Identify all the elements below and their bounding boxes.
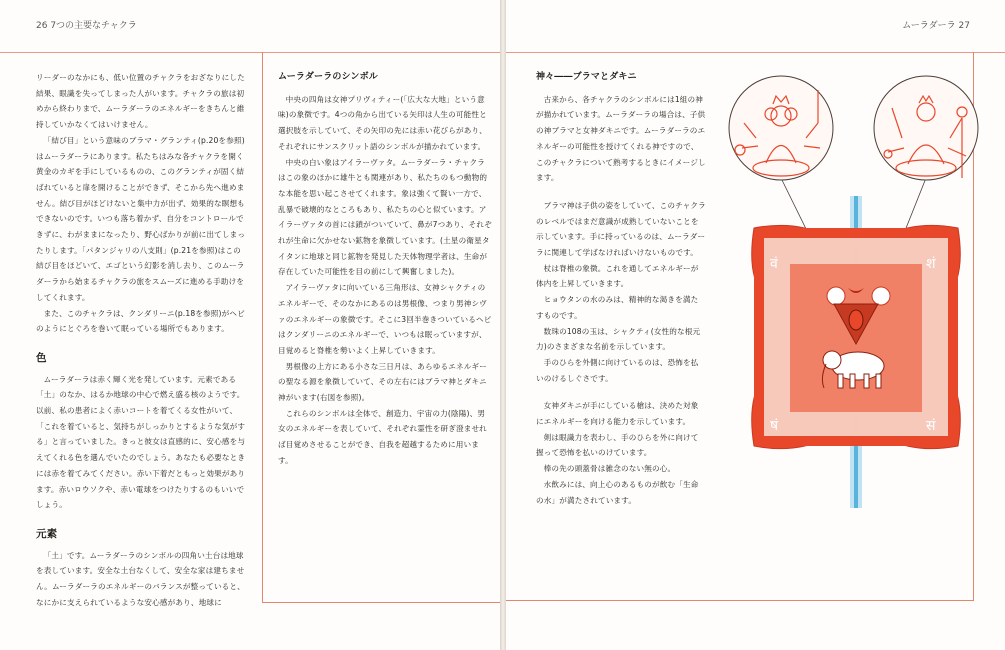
- symbol-paragraph-2: 中央の白い象はアイラーヴァタ。ムーラダーラ・チャクラはこの象のほかに雄牛とも関連があり、私たちのもつ動物的な本能を思い起こさせてくれます。象は強くて賢い一方で、乱暴で破壊的なところもあり、私たちの心と似ています。アイラーヴァタの首には鎖がついていて、鼻が7つあり、それぞれが生命に欠かせない鉱物を象徴しています。(土星の衛星タイタンに地球と同じ鉱物を発見した天体物理学者は、生命が存在していた可能性を目の前にして興奮しました)。: [278, 157, 492, 277]
- symbol-column: [278, 70, 492, 469]
- color-paragraph: ムーラダーラは赤く輝く光を発しています。元素である「土」のなか、はるか地球の中心で燃え盛る核のようです。以前、私の患者によく赤いコートを着てくる女性がいて、「これを着ていると、気持ちがしっかりとするような気がする」と言っていました。きっと彼女は直感的に、安心感を与えてくれる色を選んでいたのでしょう。あなたも必要なときには赤を着てみてください。赤い下着だともっと効果があります。赤いロウソクや、赤い電球をつけたりするのもいいでしょう。: [36, 374, 246, 510]
- dakini-paragraph-2: 剣は眼識力を表わし、手のひらを外に向けて握って恐怖を払いのけています。: [536, 432, 699, 458]
- intro-paragraph-3: また、このチャクラは、クンダリーニ(p.18を参照)がヘビのようにとぐろを巻いて眠っている場所でもあります。: [36, 308, 245, 334]
- dakini-medallion: [874, 76, 978, 180]
- brahma-paragraph-1: ブラマ神は子供の姿をしていて、このチャクラのレベルではまだ意識が成熟していないことを示しています。手に持っているのは、ムーラダーラに関連して学ばなければいけないものです。: [536, 200, 706, 258]
- right-page: [506, 0, 1005, 650]
- element-heading: 元素: [36, 527, 58, 540]
- petal-glyph-top-left: वं: [770, 256, 778, 272]
- intro-paragraph-2: 「結び目」という意味のブラマ・グランティ(p.20を参照)はムーラダーラにあります。私たちはみな各チャクラを開く黄金のカギを手にしているものの、このグランティが固く結ばれていると扉を開けることができず、そこから先へ進めません。結び目がほどけないと集中力が出ず、効果的な瞑想もできないのです。いつも落ち着かず、自分をコントロールできずに、わがままになったり、野心ばかりが前に出てしまったりします。「パタンジャリの八支則」(p.21を参照)はこの結び目をほどいて、エゴという幻影を消し去り、このムーラダーラから始まるチャクラの旅をスムーズに進める手助けをしてくれます。: [36, 135, 246, 302]
- left-page: [0, 0, 500, 650]
- dakini-paragraph-3: 棒の先の頭蓋骨は雑念のない無の心。: [543, 464, 676, 474]
- brahma-paragraph-3: ヒョウタンの水のみは、精神的な渇きを満たすものです。: [536, 295, 699, 320]
- element-paragraph: 「土」です。ムーラダーラのシンボルの四角い土台は地球を表しています。安全な土台なくして、安全な家は建ちません。ムーラダーラのエネルギーのバランスが整っていると、なにかに支えられているような安心感があり、地球に: [36, 550, 245, 607]
- color-heading: 色: [36, 351, 47, 364]
- deities-column: [536, 70, 706, 508]
- left-column: [36, 70, 248, 611]
- brahma-paragraph-5: 手のひらを外側に向けているのは、恐怖を払いのけるしぐさです。: [536, 357, 699, 383]
- muladhara-diagram: [726, 68, 986, 508]
- dakini-circle-marker: [872, 287, 890, 305]
- deities-paragraph-1: 古来から、各チャクラのシンボルには1組の神が描かれています。ムーラダーラの場合は、子供の神ブラマと女神ダキニです。ムーラダーラのエネルギーの可能性を授けてくれる神ですので、このチャクラについて熟考するときにイメージします。: [536, 94, 706, 183]
- symbol-paragraph-3: アイラーヴァタに向いている三角形は、女神シャクティのエネルギーで、そのなかにあるのは男根像、つまり男神シヴァのエネルギーの象徴です。そこに3回半巻きついているヘビはクンダリーニのエネルギーで、いつもは眠っていますが、目覚めると脊椎を勢いよく上昇していきます。: [278, 283, 492, 355]
- brahma-paragraph-4: 数珠の108の玉は、シャクティ(女性的な根元力)のさまざまな名前を示しています。: [536, 326, 701, 352]
- intro-paragraph-1: リーダーのなかにも、低い位置のチャクラをおざなりにした結果、眼識を失ってしまった人がいます。チャクラの旅は初めから終わりまで、ムーラダーラのエネルギーをきちんと維持していかなくてはいけません。: [36, 73, 245, 130]
- brahma-paragraph-2: 杖は脊椎の象徴。これを通してエネルギーが体内を上昇していきます。: [536, 263, 699, 289]
- symbol-paragraph-4: 男根像の上方にある小さな三日月は、あらゆるエネルギーの聖なる源を象徴していて、その左右にはブラマ神とダキニ神がいます(右図を参照)。: [278, 361, 487, 403]
- petal-glyph-top-right: शं: [926, 256, 936, 272]
- brahma-medallion: [729, 76, 833, 180]
- petal-glyph-bottom-left: षं: [770, 418, 779, 434]
- dakini-paragraph-1: 女神ダキニが手にしている槍は、決めた対象にエネルギーを向ける能力を示しています。: [536, 401, 699, 427]
- left-page-header: 26 7つの主要なチャクラ: [36, 21, 137, 31]
- symbol-heading: ムーラダーラのシンボル: [278, 72, 378, 82]
- dakini-paragraph-4: 水飲みには、向上心のあるものが飲む「生命の水」が満たされています。: [536, 479, 699, 505]
- deities-heading: 神々――ブラマとダキニ: [536, 72, 637, 82]
- brahma-circle-marker: [827, 287, 845, 305]
- symbol-paragraph-1: 中央の四角は女神プリヴィティー(「広大な大地」という意味)の象徴です。4つの角から出ている矢印は人生の可能性と選択肢を示していて、その矢印の先には赤い花びらがあり、それぞれにサンスクリット語のシンボルが描かれています。: [278, 94, 487, 151]
- right-page-header: ムーラダーラ 27: [902, 21, 970, 31]
- symbol-paragraph-5: これらのシンボルは全体で、創造力、宇宙の力(陰陽)、男女のエネルギーを表していて、それぞれ霊性を研ぎ澄ませれば目覚めさせることができ、自我を超越するために用います。: [278, 408, 487, 465]
- petal-glyph-bottom-right: सं: [926, 418, 936, 434]
